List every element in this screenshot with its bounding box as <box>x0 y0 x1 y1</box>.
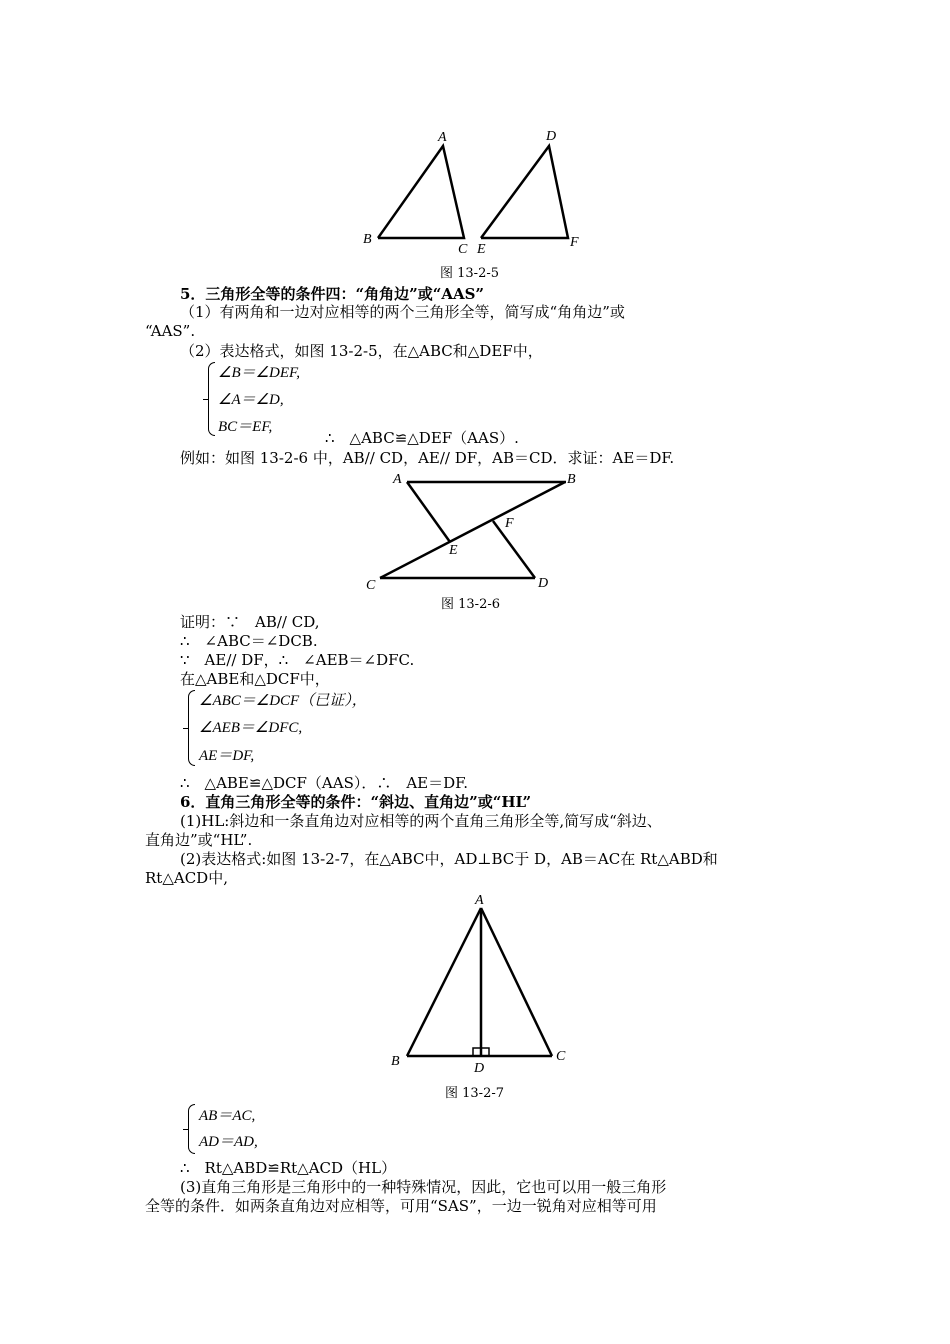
proof-line: ∵ AE// DF，∴ ∠AEB＝∠DFC. <box>180 651 415 669</box>
section-5-heading: 5．三角形全等的条件四：“角角边”或“AAS” <box>180 285 485 303</box>
label-F: F <box>505 516 514 531</box>
brace <box>208 362 215 436</box>
figure-caption: 图 13-2-5 <box>440 266 500 281</box>
brace <box>188 1104 195 1154</box>
proof-line: ∴ ∠ABC＝∠DCB. <box>180 632 318 650</box>
label-A: A <box>438 130 447 145</box>
paragraph: 直角边”或“HL”. <box>145 831 253 849</box>
label-B: B <box>363 232 372 247</box>
condition: ∠A＝∠D, <box>218 392 284 408</box>
condition: AE＝DF, <box>199 748 255 764</box>
figure-caption: 图 13-2-7 <box>445 1086 505 1101</box>
brace <box>188 690 195 766</box>
example: 例如：如图 13-2-6 中，AB// CD，AE// DF，AB＝CD．求证：AE＝DF. <box>180 449 675 467</box>
label-D: D <box>546 129 557 144</box>
label-B: B <box>567 472 576 487</box>
proof-line: 在△ABE和△DCF中， <box>180 670 330 688</box>
proof-line: 证明：∵ AB// CD, <box>180 613 320 631</box>
label-A: A <box>393 472 402 487</box>
figure-13-2-5 <box>355 122 595 262</box>
label-D: D <box>538 576 549 591</box>
conclusion: ∴ Rt△ABD≌Rt△ACD（HL） <box>180 1159 397 1177</box>
conclusion: ∴ △ABC≌△DEF（AAS）. <box>325 429 519 447</box>
paragraph: “AAS”. <box>145 322 196 340</box>
figure-caption: 图 13-2-6 <box>441 597 501 612</box>
proof-conclusion: ∴ △ABE≌△DCF（AAS）．∴ AE＝DF. <box>180 774 468 792</box>
paragraph: Rt△ACD中, <box>145 869 228 887</box>
condition: ∠AEB＝∠DFC, <box>199 720 303 736</box>
label-A: A <box>475 893 484 908</box>
paragraph: 全等的条件．如两条直角边对应相等，可用“SAS”，一边一锐角对应相等可用 <box>145 1197 657 1215</box>
paragraph: （1）有两角和一边对应相等的两个三角形全等，简写成“角角边”或 <box>180 303 625 321</box>
condition: ∠B＝∠DEF, <box>218 365 301 381</box>
figure-13-2-7 <box>385 888 575 1078</box>
condition: BC＝EF, <box>218 419 273 435</box>
condition: AD＝AD, <box>199 1134 258 1150</box>
paragraph: (1)HL:斜边和一条直角边对应相等的两个直角三角形全等,简写成“斜边、 <box>180 812 662 830</box>
section-6-heading: 6．直角三角形全等的条件：“斜边、直角边”或“HL” <box>180 793 532 811</box>
paragraph: （2）表达格式，如图 13-2-5，在△ABC和△DEF中， <box>180 342 543 360</box>
condition: AB＝AC, <box>199 1108 256 1124</box>
paragraph: (3)直角三角形是三角形中的一种特殊情况，因此，它也可以用一般三角形 <box>180 1178 667 1196</box>
label-C: C <box>458 242 468 257</box>
label-E: E <box>449 543 458 558</box>
label-F: F <box>570 235 579 250</box>
label-E: E <box>477 242 486 257</box>
label-D: D <box>474 1061 485 1076</box>
label-C: C <box>366 578 376 593</box>
figure-13-2-6 <box>360 466 576 598</box>
label-C: C <box>556 1049 566 1064</box>
paragraph: (2)表达格式:如图 13-2-7，在△ABC中，AD⊥BC于 D，AB＝AC在 Rt△ABD和 <box>180 850 718 868</box>
label-B: B <box>391 1054 400 1069</box>
condition: ∠ABC＝∠DCF（已证）， <box>199 693 367 709</box>
